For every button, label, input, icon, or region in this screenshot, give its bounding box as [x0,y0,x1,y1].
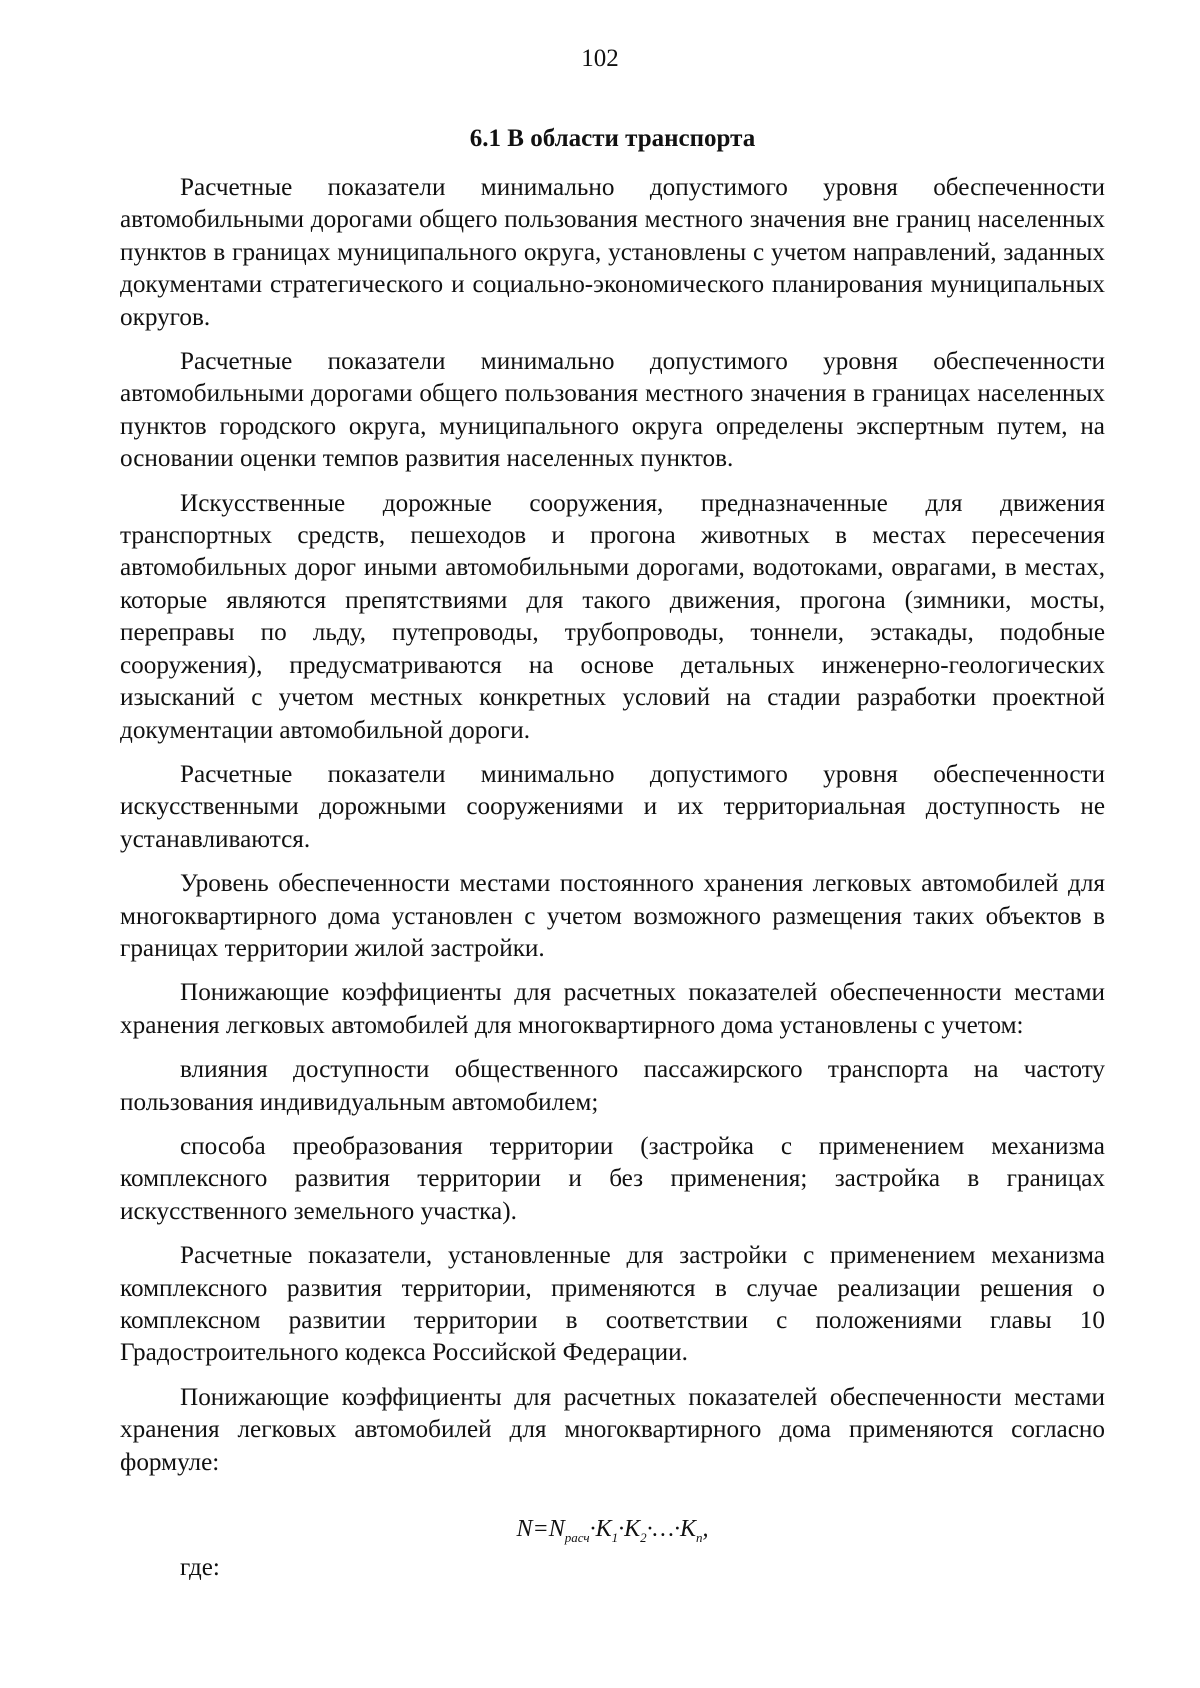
formula-tail: , [702,1516,709,1542]
formula-dot: · [589,1516,596,1542]
where-label: где: [180,1554,220,1581]
paragraph: Расчетные показатели минимально допустимого уровня обеспеченности искусственными дорожными сооружениями и их территориальная доступность не устанавливаются. [120,760,1105,853]
paragraph: Понижающие коэффициенты для расчетных показателей обеспеченности местами хранения легковых автомобилей для многоквартирного дома применяются согласно формуле: [120,1383,1105,1476]
formula-k2: K [624,1516,641,1542]
list-item-paragraph: способа преобразования территории (застройка с применением механизма комплексного развития территории и без применения; застройка в границах искусственного земельного участка). [120,1132,1105,1225]
formula [120,1514,1105,1553]
paragraph: Расчетные показатели минимально допустимого уровня обеспеченности автомобильными дорогами общего пользования местного значения вне границ населенных пунктов в границах муниципального округа, установлены с учетом направлений, заданных документами стратегического и социально-экономического планирования муниципальных округов. [120,174,1105,331]
formula-dot: · [618,1516,625,1542]
paragraph: Расчетные показатели минимально допустимого уровня обеспеченности автомобильными дорогами общего пользования местного значения в границах населенных пунктов городского округа, муниципального округа определены экспертным путем, на основании оценки темпов развития населенных пунктов. [120,348,1105,473]
paragraph: Искусственные дорожные сооружения, предназначенные для движения транспортных средств, пешеходов и прогона животных в местах пересечения автомобильных дорог иными автомобильными дорогами, водотоками, оврагами, в местах, которые являются препятствиями для такого движения, прогона (зимники, мосты, переправы по льду, путепроводы, трубопроводы, тоннели, эстакады, подобные сооружения), предусматриваются на основе детальных инженерно-геологических изысканий с учетом местных конкретных условий на стадии разработки проектной документации автомобильной дороги. [120,489,1105,744]
formula-equals: = [532,1516,549,1542]
page-number: 102 [581,45,619,72]
formula-k1: K [595,1516,612,1542]
list-item-paragraph: влияния доступности общественного пассажирского транспорта на частоту пользования индивидуальным автомобилем; [120,1056,1105,1116]
body-text [120,172,1105,1491]
formula-k1-subscript: 1 [611,1529,619,1545]
formula-ellipsis: ·…· [646,1516,680,1542]
formula-n: N [548,1516,565,1542]
formula-kn-subscript: n [695,1529,703,1545]
paragraph: Расчетные показатели, установленные для застройки с применением механизма комплексного развития территории, применяются в случае реализации решения о комплексном развитии территории в соответствии с положениями главы 10 Градостроительного кодекса Российской Федерации. [120,1242,1105,1367]
formula-lhs: N [516,1516,533,1542]
paragraph: Понижающие коэффициенты для расчетных показателей обеспеченности местами хранения легковых автомобилей для многоквартирного дома установлены с учетом: [120,979,1105,1039]
section-heading: 6.1 В области транспорта [469,125,756,152]
formula-n-subscript: расч [564,1529,590,1545]
formula-kn: K [679,1516,696,1542]
formula-k2-subscript: 2 [640,1529,647,1545]
paragraph: Уровень обеспеченности местами постоянного хранения легковых автомобилей для многоквартирного дома установлен с учетом возможного размещения таких объектов в границах территории жилой застройки. [120,870,1105,962]
